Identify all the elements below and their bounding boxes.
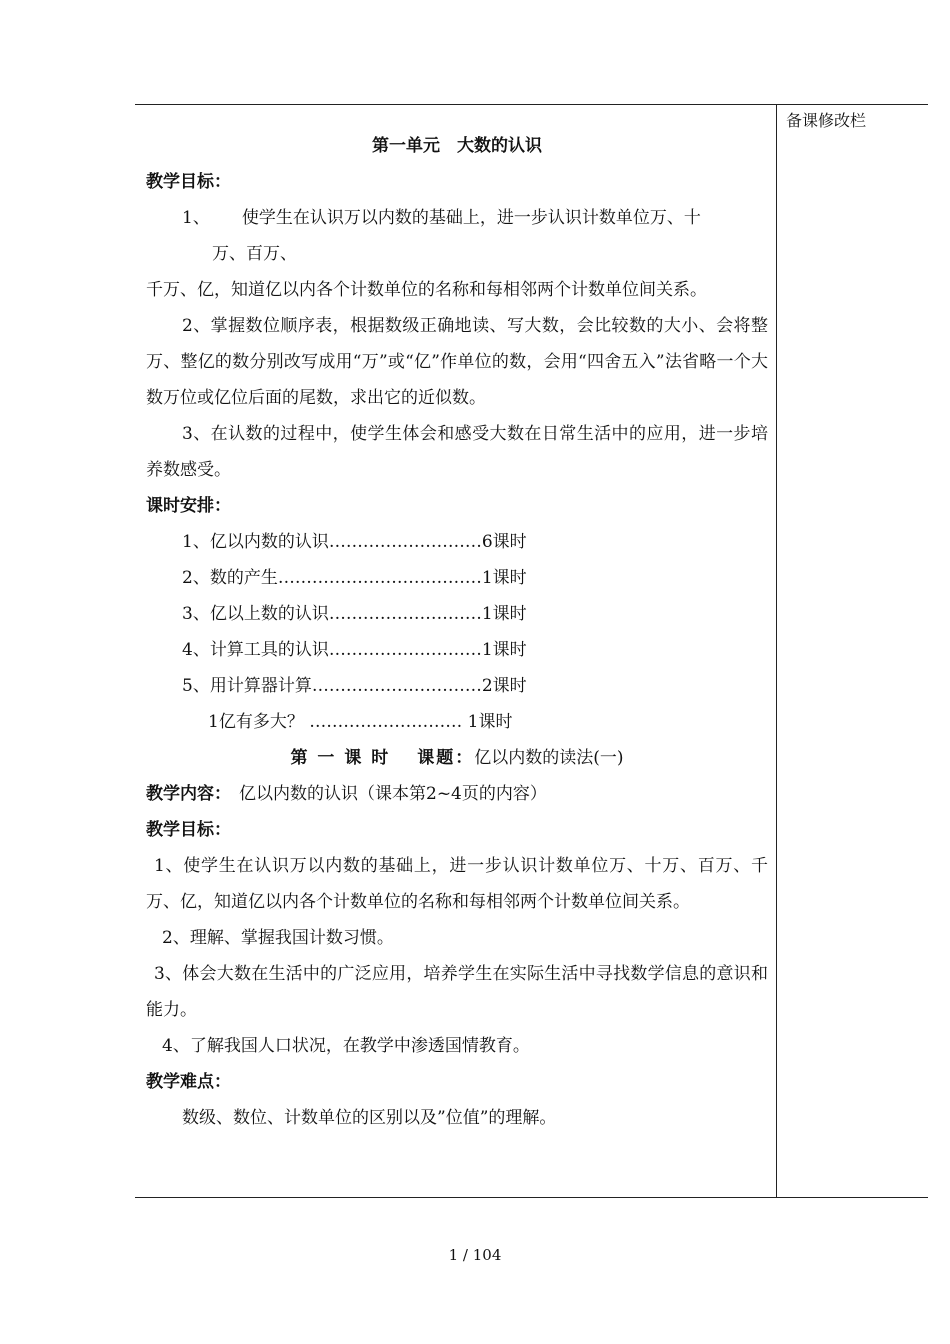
lesson-goal: 1、使学生在认识万以内数的基础上，进一步认识计数单位万、十万、百万、千万、亿，知道亿以内各个计数单位的名称和每相邻两个计数单位间关系。 [146,856,768,912]
lesson-label: 第 一 课 时 课题： [290,748,475,768]
difficulty-heading: 教学难点： [146,1072,231,1092]
column-divider [776,104,777,1198]
lesson-goal: 4、了解我国人口状况，在教学中渗透国情教育。 [162,1036,530,1056]
goal-2: 2、掌握数位顺序表，根据数级正确地读、写大数，会比较数的大小、会将整万、整亿的数分别改写成用“万”或“亿”作单位的数，会用“四舍五入”法省略一个大数万位或亿位后面的尾数，求出它的近似数。 [146,316,768,408]
lesson-content-text: 亿以内数的认识（课本第2~4页的内容） [239,784,547,804]
schedule-item: 5、用计算器计算…………………………2课时 [182,676,527,696]
goal-1-text: 使学生在认识万以内数的基础上，进一步认识计数单位万、十 [241,208,701,228]
lesson-topic: 亿以内数的读法(一) [474,748,624,768]
goal-3: 3、在认数的过程中，使学生体会和感受大数在日常生活中的应用，进一步培养数感受。 [146,424,768,480]
goal-1-line-1 [146,200,768,236]
lesson-goals-heading: 教学目标： [146,820,231,840]
table-bottom-border [135,1197,928,1198]
difficulty-text: 数级、数位、计数单位的区别以及”位值”的理解。 [182,1108,557,1128]
revision-column-header: 备课修改栏 [786,111,867,130]
schedule-heading: 课时安排： [146,496,231,516]
goal-1-line-2: 万、百万、 [212,244,297,264]
lesson-content [146,776,768,812]
goal-1-continuation: 千万、亿，知道亿以内各个计数单位的名称和每相邻两个计数单位间关系。 [146,280,707,300]
schedule-item: 2、数的产生………………………………1课时 [182,568,527,588]
schedule-item: 3、亿以上数的认识………………………1课时 [182,604,527,624]
lesson-goal: 2、理解、掌握我国计数习惯。 [162,928,394,948]
schedule-item: 1、亿以内数的认识………………………6课时 [182,532,527,552]
unit-title: 第一单元 大数的认识 [372,136,542,156]
page-number: 1 / 104 [448,1246,502,1264]
lesson-goal: 3、体会大数在生活中的广泛应用，培养学生在实际生活中寻找数学信息的意识和能力。 [146,964,768,1020]
schedule-item: 1亿有多大？ ……………………… 1课时 [208,712,513,732]
lesson-content-label: 教学内容： [146,784,231,804]
goals-heading: 教学目标： [146,172,231,192]
table-top-border [135,104,928,105]
lesson-plan-body [146,128,768,1136]
lesson-title [146,740,768,776]
schedule-item: 4、计算工具的认识………………………1课时 [182,640,527,660]
goal-1-number: 1、 [182,208,210,228]
